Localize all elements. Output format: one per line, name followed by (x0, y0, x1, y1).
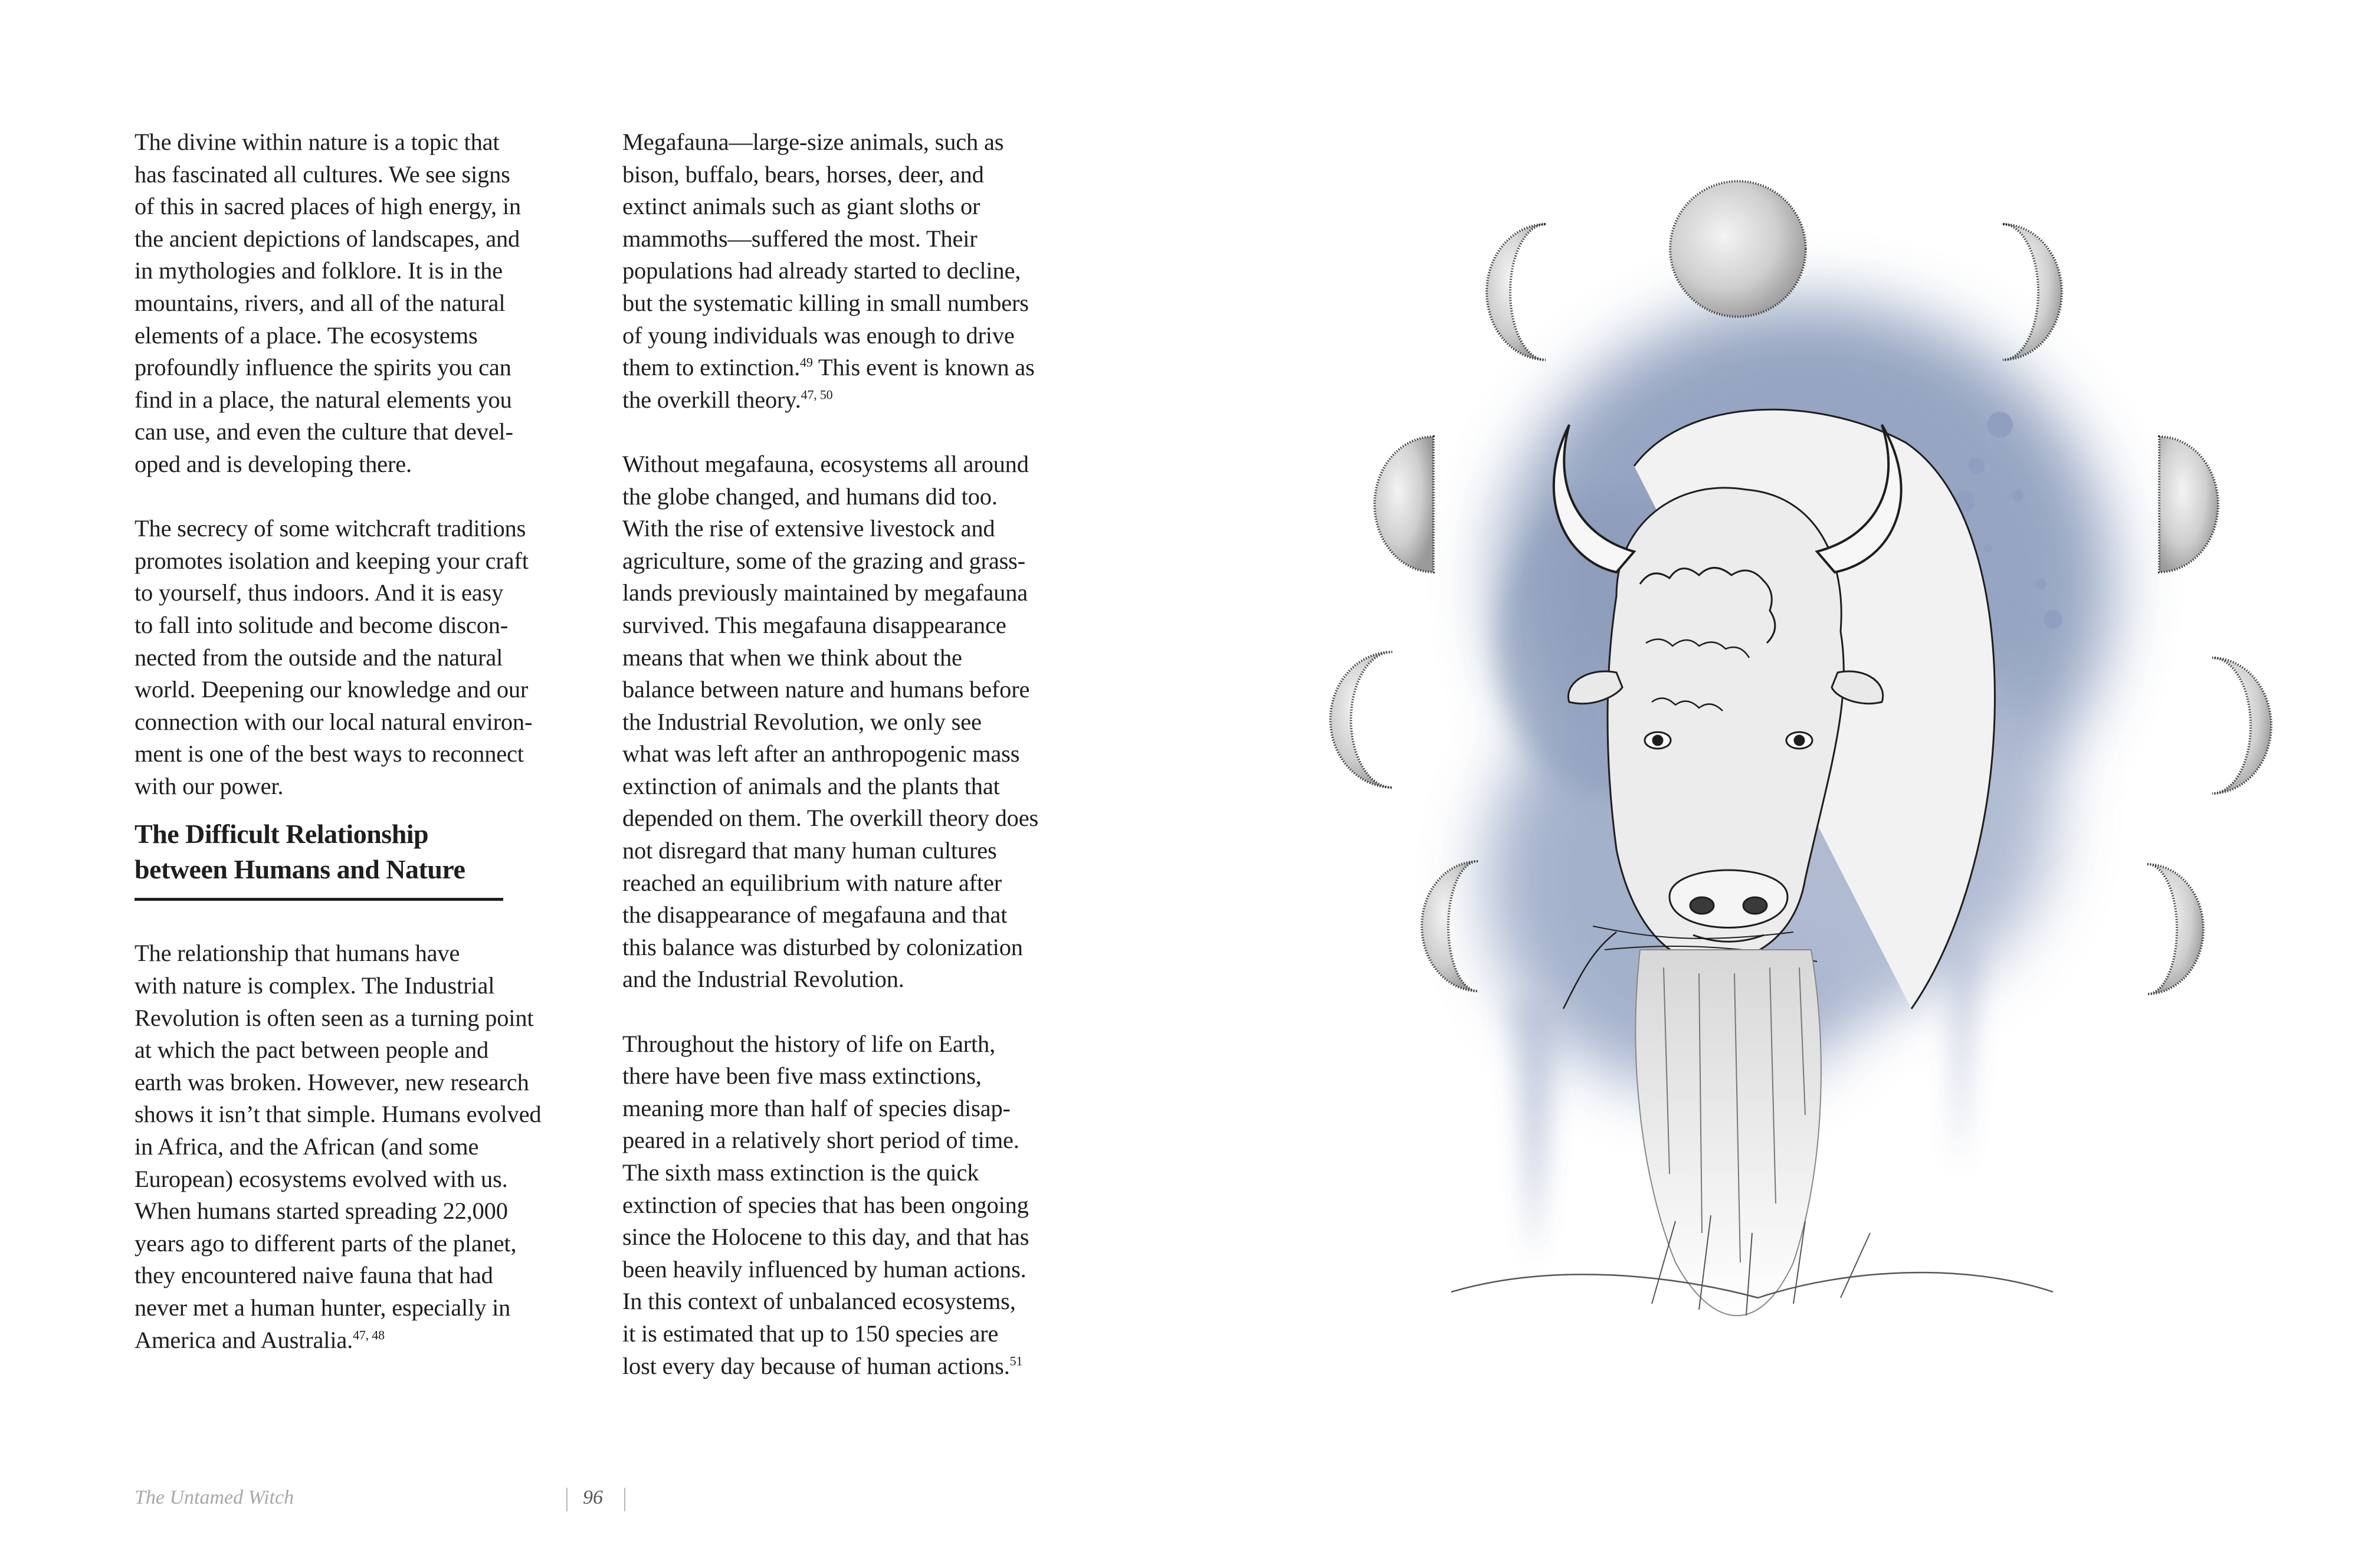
text-line: ment is one of the best ways to reconnect (135, 740, 524, 767)
text-line: the disappearance of megafauna and that (622, 901, 1008, 929)
text-line: this balance was disturbed by colonization (622, 933, 1023, 960)
text-line: it is estimated that up to 150 species are (622, 1320, 999, 1347)
text-line: to fall into solitude and become discon- (135, 611, 509, 638)
text-line: mountains, rivers, and all of the natural (135, 289, 506, 316)
last-line-text: America and Australia. (135, 1326, 353, 1353)
text-line: extinction of animals and the plants that (622, 772, 1000, 799)
text-line: and the Industrial Revolution. (622, 966, 904, 993)
text-line: never met a human hunter, especially in (135, 1294, 511, 1321)
text-line: With the rise of extensive livestock and (622, 515, 995, 542)
text-line: there have been five mass extinctions, (622, 1062, 982, 1090)
full-moon (1670, 181, 1806, 317)
text-line: populations had already started to decline, (622, 257, 1021, 284)
half-moon-right (2159, 437, 2218, 572)
text-line: find in a place, the natural elements you (135, 386, 512, 413)
text-line: years ago to different parts of the planet, (135, 1229, 517, 1257)
text-line: elements of a place. The ecosystems (135, 322, 478, 349)
half-moon-left (1375, 437, 1434, 572)
paragraph-divine-nature (135, 126, 583, 481)
middle-text-column (622, 126, 1088, 1382)
gibbous-moon-right (2003, 224, 2062, 360)
text-line: lands previously maintained by megafauna (622, 579, 1028, 606)
paragraph-megafauna (622, 126, 1088, 416)
text-line: what was left after an anthropogenic mass (622, 740, 1020, 767)
text-line: earth was broken. However, new research (135, 1068, 529, 1095)
text-line: at which the pact between people and (135, 1036, 489, 1064)
gibbous-moon-left (1487, 224, 1546, 360)
paragraph-mass-extinctions (622, 1028, 1088, 1383)
text-line: they encountered naive fauna that had (135, 1262, 493, 1289)
text-line: the ancient depictions of landscapes, and (135, 225, 520, 252)
text-line: in mythologies and folklore. It is in the (135, 257, 503, 284)
text-line: of young individuals was enough to drive (622, 322, 1015, 349)
text-line: the Industrial Revolution, we only see (622, 708, 982, 735)
text-line: The divine within nature is a topic that (135, 129, 500, 155)
footnote-ref: 49 (800, 355, 813, 370)
left-text-column (135, 126, 583, 1356)
paragraph-without-megafauna (622, 448, 1088, 996)
paragraph-relationship (135, 937, 583, 1356)
text-line: In this context of unbalanced ecosystems, (622, 1288, 1016, 1315)
text-line: The relationship that humans have (135, 940, 460, 967)
text-line: means that when we think about the (622, 644, 962, 671)
text-line: profoundly influence the spirits you can (135, 354, 511, 381)
footer-divider-left (566, 1488, 568, 1511)
heading-line-2: between Humans and Nature (135, 854, 465, 885)
text-line: in Africa, and the African (and some (135, 1133, 479, 1160)
text-line: has fascinated all cultures. We see signs (135, 160, 510, 188)
page-number: 96 (583, 1487, 603, 1508)
paragraph-witchcraft-secrecy (135, 513, 583, 802)
text-line: Throughout the history of life on Earth, (622, 1030, 995, 1057)
line-text: them to extinction. (622, 354, 801, 381)
heading-line-1: The Difficult Relationship (135, 819, 429, 849)
crescent-left (1330, 652, 1392, 788)
text-line: been heavily influenced by human actions. (622, 1255, 1026, 1282)
heading-underline (135, 898, 503, 901)
footnote-ref: 47, 50 (801, 387, 833, 402)
text-line: peared in a relatively short period of time. (622, 1127, 1019, 1154)
text-line: can use, and even the culture that devel- (135, 418, 513, 445)
text-line: shows it isn’t that simple. Humans evolved (135, 1101, 542, 1128)
line-text-rest: This event is known as (812, 354, 1035, 381)
line-text: the overkill theory. (622, 386, 801, 413)
crescent-right (2212, 658, 2271, 793)
thin-crescent-left (1422, 861, 1478, 991)
text-line: with our power. (135, 772, 284, 799)
text-line: Revolution is often seen as a turning point (135, 1004, 534, 1031)
footer-divider-right (624, 1488, 625, 1511)
text-line: extinction of species that has been ongoing (622, 1191, 1029, 1218)
footer-book-title: The Untamed Witch (135, 1487, 294, 1508)
text-line: extinct animals such as giant sloths or (622, 193, 980, 220)
text-line: The sixth mass extinction is the quick (622, 1159, 979, 1186)
text-line: mammoths—suffered the most. Their (622, 225, 978, 252)
text-line: European) ecosystems evolved with us. (135, 1165, 508, 1192)
footnote-ref: 51 (1009, 1353, 1023, 1369)
text-line: balance between nature and humans before (622, 676, 1030, 703)
text-line: but the systematic killing in small numbers (622, 289, 1029, 316)
text-line: nected from the outside and the natural (135, 644, 503, 671)
text-line: the globe changed, and humans did too. (622, 483, 998, 510)
text-line: Megafauna—large-size animals, such as (622, 129, 1004, 155)
text-line: The secrecy of some witchcraft traditions (135, 515, 526, 542)
text-line: not disregard that many human cultures (622, 837, 997, 864)
thin-crescent-right (2147, 864, 2203, 994)
text-line: agriculture, some of the grazing and grass- (622, 547, 1026, 574)
last-line-text: lost every day because of human actions. (622, 1352, 1010, 1379)
text-line: meaning more than half of species disap- (622, 1094, 1011, 1121)
text-line: of this in sacred places of high energy, in (135, 193, 521, 220)
text-line: connection with our local natural environ- (135, 708, 533, 735)
text-line: since the Holocene to this day, and that has (622, 1223, 1029, 1251)
footnote-ref: 47, 48 (353, 1327, 385, 1343)
text-line: bison, buffalo, bears, horses, deer, and (622, 160, 984, 188)
text-line: to yourself, thus indoors. And it is easy (135, 579, 504, 606)
text-line: promotes isolation and keeping your craft (135, 547, 529, 574)
text-line: Without megafauna, ecosystems all around (622, 450, 1029, 477)
text-line: When humans started spreading 22,000 (135, 1198, 508, 1225)
section-heading (135, 816, 583, 887)
text-line: oped and is developing there. (135, 450, 412, 477)
text-line: with nature is complex. The Industrial (135, 972, 495, 999)
text-line: depended on them. The overkill theory does (622, 805, 1039, 832)
bison-moon-illustration (1286, 112, 2336, 1469)
text-line: reached an equilibrium with nature after (622, 869, 1002, 896)
text-line: world. Deepening our knowledge and our (135, 676, 529, 703)
text-line: survived. This megafauna disappearance (622, 611, 1006, 638)
